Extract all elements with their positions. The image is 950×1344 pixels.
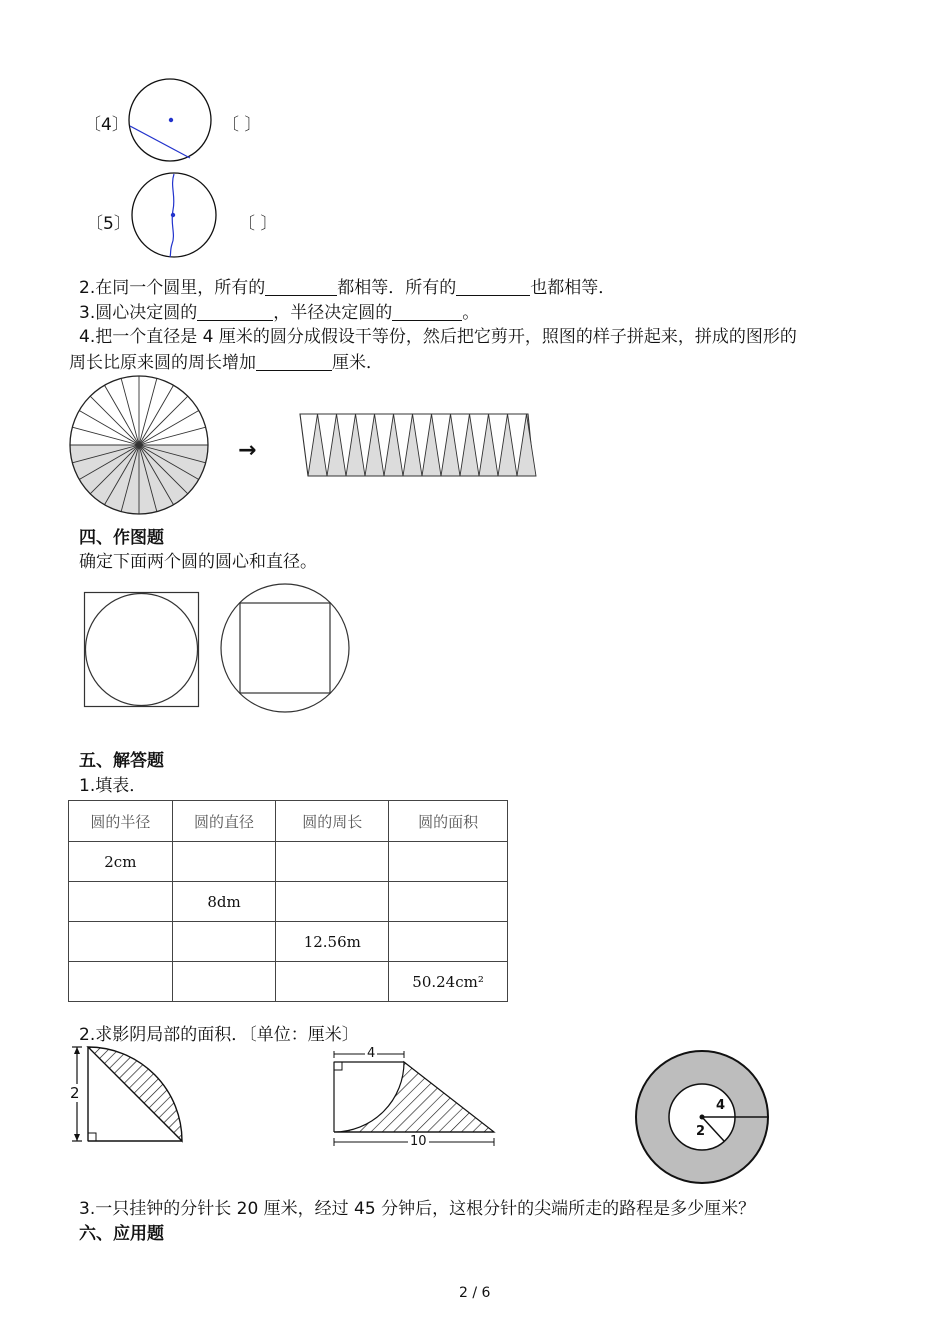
q2-text-2: 都相等．所有的	[337, 278, 457, 298]
strip-sector	[422, 414, 441, 476]
sector-circle-figure	[68, 374, 210, 516]
item-5-answer-bracket: 〔 〕	[238, 214, 278, 234]
fig3-outer-label: 4	[716, 1098, 726, 1113]
table-header-cell: 圆的面积	[389, 801, 508, 842]
circle-in-square-figure	[84, 592, 202, 708]
table-cell[interactable]	[172, 842, 276, 882]
sector-line	[139, 378, 157, 445]
table-cell[interactable]	[276, 962, 389, 1002]
fig1-side-label: 2	[70, 1084, 80, 1102]
question-3	[79, 302, 479, 324]
table-row	[69, 922, 508, 962]
q4-text-1: 周长比原来圆的周长增加	[69, 353, 256, 373]
table-cell: 12.56m	[276, 922, 389, 962]
table-cell: 8dm	[172, 882, 276, 922]
arrow-icon: →	[238, 438, 257, 463]
page-number: 2 / 6	[459, 1285, 491, 1301]
q4-blank[interactable]	[256, 354, 332, 371]
shaded-ring-figure	[632, 1050, 772, 1186]
circle-fill-table	[68, 800, 508, 1002]
table-header-cell: 圆的直径	[172, 801, 276, 842]
strip-sector	[479, 414, 498, 476]
table-cell: 50.24cm²	[389, 962, 508, 1002]
q3-text-1: 3.圆心决定圆的	[79, 303, 198, 323]
strip-sector	[365, 414, 384, 476]
circle-figure-4	[126, 78, 218, 164]
strip-sector	[327, 414, 346, 476]
q4-text-2: 厘米．	[332, 353, 383, 373]
item-4-label: 〔4〕	[84, 115, 129, 135]
table-header-cell: 圆的周长	[276, 801, 389, 842]
item-5-label: 〔5〕	[86, 214, 131, 234]
strip-sector	[346, 414, 365, 476]
strip-sector	[460, 414, 479, 476]
strip-sector	[384, 414, 403, 476]
q3-text-2: ，半径决定圆的	[273, 303, 393, 323]
table-cell[interactable]	[389, 842, 508, 882]
table-cell[interactable]	[276, 882, 389, 922]
shaded-segment-figure	[64, 1044, 190, 1148]
table-cell[interactable]	[276, 842, 389, 882]
section-4-instruction: 确定下面两个圆的圆心和直径。	[79, 552, 317, 572]
section-6-title: 六、应用题	[79, 1224, 164, 1244]
fig3-inner-label: 2	[696, 1124, 706, 1139]
sector-line	[72, 427, 139, 445]
fig2-bottom-label: 10	[410, 1134, 427, 1149]
section-5-title: 五、解答题	[79, 751, 164, 771]
q2-blank-1[interactable]	[265, 279, 337, 296]
rearranged-sectors-figure	[298, 412, 534, 478]
table-cell[interactable]	[389, 922, 508, 962]
section-5-q1-label: 1.填表．	[79, 776, 147, 796]
sector-line	[139, 427, 206, 445]
question-4-line-2	[69, 352, 383, 374]
table-header-row	[69, 801, 508, 842]
table-cell[interactable]	[69, 882, 173, 922]
strip-sector	[403, 414, 422, 476]
sector-line	[121, 378, 139, 445]
table-cell[interactable]	[69, 962, 173, 1002]
q2-text-3: 也都相等．	[530, 278, 616, 298]
table-row	[69, 962, 508, 1002]
strip-sector	[308, 414, 327, 476]
square-in-circle-figure	[220, 583, 352, 715]
item-4-answer-bracket: 〔 〕	[222, 115, 262, 135]
section-4-title: 四、作图题	[79, 528, 164, 548]
question-4-line-1: 4.把一个直径是 4 厘米的圆分成假设干等份，然后把它剪开，照图的样子拼起来，拼成的图形的	[79, 327, 797, 347]
strip-sector	[517, 414, 536, 476]
q2-blank-2[interactable]	[456, 279, 530, 296]
table-cell[interactable]	[172, 962, 276, 1002]
table-cell[interactable]	[389, 882, 508, 922]
table-row	[69, 842, 508, 882]
table-cell[interactable]	[172, 922, 276, 962]
table-header-cell: 圆的半径	[69, 801, 173, 842]
table-cell: 2cm	[69, 842, 173, 882]
section-5-q3: 3.一只挂钟的分针长 20 厘米，经过 45 分钟后，这根分针的尖端所走的路程是多少厘米？	[79, 1199, 756, 1219]
question-2	[79, 277, 615, 299]
fig2-top-label: 4	[367, 1046, 376, 1061]
q3-blank-2[interactable]	[392, 304, 462, 321]
strip-sector	[498, 414, 517, 476]
table-cell[interactable]	[69, 922, 173, 962]
strip-sector	[441, 414, 460, 476]
q2-text-1: 2.在同一个圆里，所有的	[79, 278, 266, 298]
section-5-q2-label: 2.求影阴局部的面积．〔单位：厘米〕	[79, 1025, 359, 1045]
q3-text-3: 。	[462, 303, 480, 323]
table-row	[69, 882, 508, 922]
q3-blank-1[interactable]	[197, 304, 273, 321]
circle-figure-5	[130, 172, 220, 260]
